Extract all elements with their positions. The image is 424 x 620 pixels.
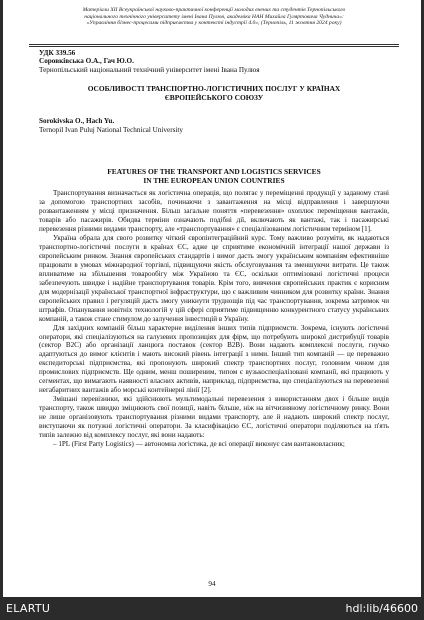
affiliation-en: Ternopil Ivan Puluj National Technical University — [39, 126, 183, 134]
conference-header — [31, 7, 397, 27]
list-item: – 1PL (First Party Logistics) — автономна логістика, де всі операції виконує сам вантажовласник; — [53, 440, 345, 449]
authors-ua: Соровківська О.А., Гач Ю.О. — [39, 57, 134, 65]
paragraph: Транспортування визначається як логістична операція, що полягає у переміщенні продукції у заданому стані за допомогою транспортних засобів, починаючи з завантаження на місці відправлення і завершуючи розвантаженням у місці призначення. Більш загальне поняття «перевезення» охоплює переміщення вантажів, товарів або пасажирів. Обидва терміни означають подібні дії, включають як вантажі, так і пасажирські перевезення різними видами транспорту, але «транспортування» є спеціалізованим логістичним терміном [1]. — [39, 189, 389, 233]
header-line: Матеріали ХІІ Всеукраїнської науково-практичної конференції молодих вчених та студентів Тернопільського — [82, 7, 346, 13]
page-number: 94 — [208, 580, 216, 588]
header-line: «Управління бізнес-процесами підприємства у контексті індустрії 4.0», (Тернопіль, 11 жовтня 2024 року) — [86, 20, 342, 27]
article-body — [39, 189, 389, 449]
paragraph: Для західних компаній більш характерне виділення інших типів підприємств. Зокрема, існують логістичні оператори, які спеціалізуються на галузевих пропозиціях для фірм, що потребують широкої дистрибуції товарів (сектор B2C) або організації ланцюга поставок (сектор B2B). Вони надають комплексні послуги, гнучко адаптуються до вимог клієнтів і мають високий рівень інтеграції з ними. Інший тип компаній — це переважно експедиторські підприємства, які пропонують широкий спектр транспортних послуг, головним чином для промислових підприємств. Ще одним, менш поширеним, типом є вузькоспеціалізовані компанії, які працюють у сегментах, що вимагають наявності власних активів, наприклад, підприємства, що спеціалізуються на перевезенні негабаритних вантажів або морські контейнерні лінії [2]. — [39, 323, 389, 395]
paragraph: Україна обрала для свого розвитку чіткий європінтеграційний курс. Тому важливо розуміти, як надаються транспортно-логістичні послуги в країнах ЄС, адже це сприятиме економічній інтеграції нашої держави із європейським ринком. Знання європейських стандартів і вимог дасть змогу українським компаніям ефективніше працювати в умовах міжнародної торгівлі, підвищуючи якість обслуговування та зменшуючи витрати. Це також впливатиме на збільшення товарообігу між Україною та ЄС, оскільки оптимізовані логістичні процеси забезпечують швидке і надійне транспортування товарів. Крім того, вивчення європейських практик є корисним для модернізації української транспортної інфраструктури, що є важливим чинником для розвитку країни. Знання європейських правил і регуляцій дасть змогу уникнути труднощів під час транспортування, зокрема затримок чи штрафів. Опанування новітніх технологій у цій сфері сприятиме підвищенню конкурентного статусу українських компаній, а також стане стимулом до залучення інвестицій в Україну. — [39, 233, 389, 323]
paragraph: Змішані перевізники, які здійснюють мультимодальні перевезення з використанням двох і більше видів транспорту, також швидко зміцнюють свої позиції, навіть більше, ніж на вітчизняному логістичному ринку. Вони не лише організовують транспортування різними видами транспорту, але й надають широкий спектр послуг, виступаючи як потужні логістичні оператори. За класифікацією ЄС, логістичні оператори поділяються на п'ять типів залежно від комплексу послуг, які вони надають: — [39, 395, 389, 440]
title-ua — [39, 84, 389, 102]
title-line: IN THE EUROPEAN UNION COUNTRIES — [143, 176, 285, 185]
title-en — [39, 167, 389, 185]
title-line: ОСОБЛИВОСТІ ТРАНСПОРТНО-ЛОГІСТИЧНИХ ПОСЛУГ У КРАЇНАХ — [87, 84, 341, 93]
header-line: національного технічного університету імені Івана Пулюя, академіка НАН Михайла Гуляртовича Чуднича»: — [84, 13, 344, 20]
title-line: FEATURES OF THE TRANSPORT AND LOGISTICS SERVICES — [107, 167, 321, 176]
udk-code: УДК 339.56 — [39, 49, 76, 57]
document-page — [3, 0, 421, 597]
header-divider — [29, 44, 399, 45]
affiliation-ua: Тернопільський національний технічний університет імені Івана Пулюя — [39, 66, 260, 74]
title-line: ЄВРОПЕЙСЬКОГО СОЮЗУ — [164, 93, 264, 102]
header-divider — [29, 46, 399, 47]
handle-label: hdl:lib/46600 — [345, 602, 418, 615]
repository-label: ELARTU — [6, 602, 51, 615]
authors-en: Sorokivska O., Hach Yu. — [39, 117, 115, 125]
